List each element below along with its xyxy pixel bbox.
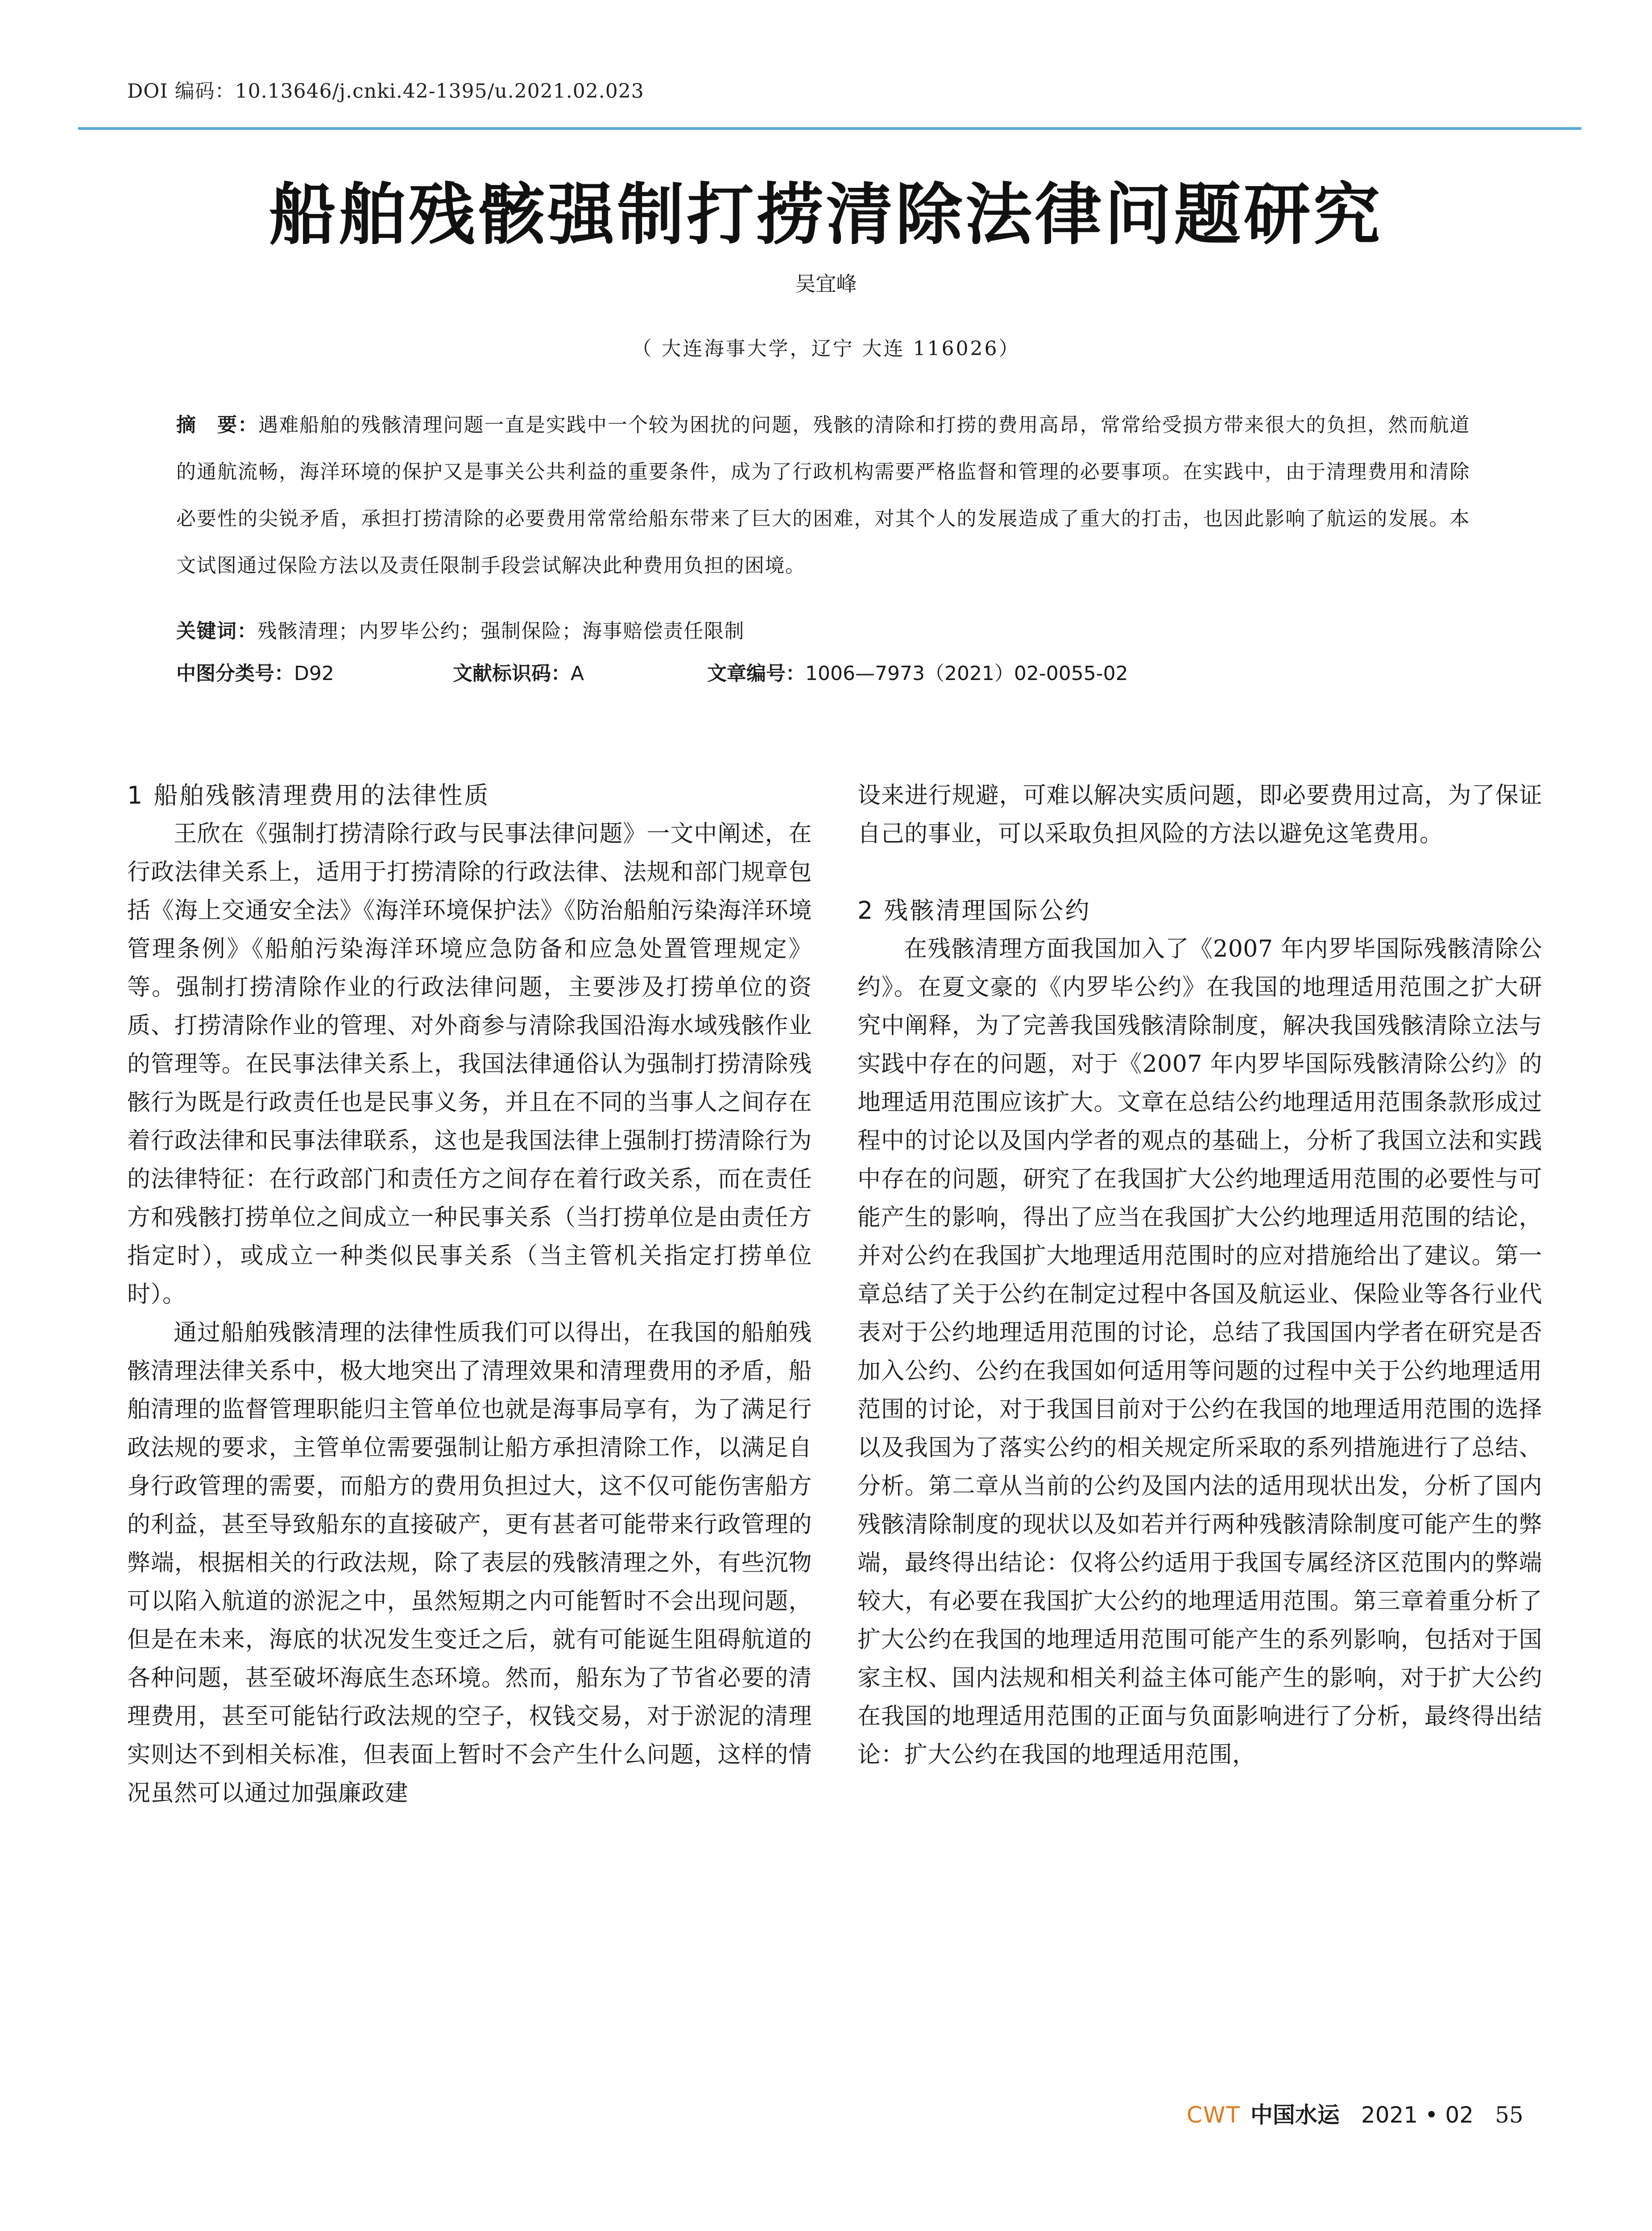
article-author: 吴宜峰 — [795, 272, 857, 296]
article-number — [707, 656, 1128, 692]
keywords — [176, 614, 1470, 649]
keywords-label: 关键词： — [176, 620, 257, 643]
article-title: 船舶残骸强制打捞清除法律问题研究 — [269, 175, 1383, 254]
section-2-heading: 2 残骸清理国际公约 — [857, 896, 1091, 925]
header-rule — [78, 127, 1582, 130]
article-number-label: 文章编号： — [707, 662, 805, 685]
section-1-paragraph-2: 通过船舶残骸清理的法律性质我们可以得出，在我国的船舶残骸清理法律关系中，极大地突出了清理效果和清理费用的矛盾，船舶清理的监督管理职能归主管单位也就是海事局享有，为了满足行政法规的要求，主管单位需要强制让船方承担清除工作，以满足自身行政管理的需要，而船方的费用负担过大，这不仅可能伤害船方的利益，甚至导致船东的直接破产，更有甚者可能带来行政管理的弊端，根据相关的行政法规，除了表层的残骸清理之外，有些沉物可以陷入航道的淤泥之中，虽然短期之内可能暂时不会出现问题，但是在未来，海底的状况发生变迁之后，就有可能诞生阻碍航道的各种问题，甚至破坏海底生态环境。然而，船东为了节省必要的清理费用，甚至可能钻行政法规的空子，权钱交易，对于淤泥的清理实则达不到相关标准，但表面上暂时不会产生什么问题，这样的情况虽然可以通过加强廉政建 — [127, 1319, 812, 1807]
section-1-paragraph-2-continued: 设来进行规避，可难以解决实质问题，即必要费用过高，为了保证自己的事业，可以采取负担风险的方法以避免这笔费用。 — [857, 782, 1542, 847]
author-affiliation: （ 大连海事大学，辽宁 大连 116026） — [632, 337, 1020, 360]
clc-value: D92 — [294, 662, 334, 685]
abstract — [176, 402, 1470, 589]
article-number-value: 1006—7973（2021）02-0055-02 — [805, 662, 1128, 685]
journal-name: 中国水运 — [1250, 2102, 1340, 2128]
section-1-heading: 1 船舶残骸清理费用的法律性质 — [127, 781, 490, 809]
section-gap — [857, 853, 1542, 892]
doc-code-label: 文献标识码： — [453, 662, 571, 685]
clc-label: 中图分类号： — [176, 662, 294, 685]
classification-row — [176, 656, 1470, 692]
keywords-text: 残骸清理；内罗毕公约；强制保险；海事赔偿责任限制 — [257, 620, 745, 643]
abstract-text: 遇难船舶的残骸清理问题一直是实践中一个较为困扰的问题，残骸的清除和打捞的费用高昂，常常给受损方带来很大的负担，然而航道的通航流畅，海洋环境的保护又是事关公共利益的重要条件，成为了行政机构需要严格监督和管理的必要事项。在实践中，由于清理费用和清除必要性的尖锐矛盾，承担打捞清除的必要费用常常给船东带来了巨大的困难，对其个人的发展造成了重大的打击，也因此影响了航运的发展。本文试图通过保险方法以及责任限制手段尝试解决此种费用负担的困境。 — [176, 414, 1470, 577]
section-1-paragraph-1: 王欣在《强制打捞清除行政与民事法律问题》一文中阐述，在行政法律关系上，适用于打捞清除的行政法律、法规和部门规章包括《海上交通安全法》《海洋环境保护法》《防治船舶污染海洋环境管理条例》《船舶污染海洋环境应急防备和应急处置管理规定》等。强制打捞清除作业的行政法律问题，主要涉及打捞单位的资质、打捞清除作业的管理、对外商参与清除我国沿海水域残骸作业的管理等。在民事法律关系上，我国法律通俗认为强制打捞清除残骸行为既是行政责任也是民事义务，并且在不同的当事人之间存在着行政法律和民事法律联系，这也是我国法律上强制打捞清除行为的法律特征：在行政部门和责任方之间存在着行政关系，而在责任方和残骸打捞单位之间成立一种民事关系（当打捞单位是由责任方指定时），或成立一种类似民事关系（当主管机关指定打捞单位时）。 — [127, 821, 812, 1308]
page-footer — [1187, 2097, 1524, 2133]
body-column-left — [127, 776, 812, 1812]
clc-number — [176, 656, 334, 692]
doi-line: DOI 编码：10.13646/j.cnki.42-1395/u.2021.02.023 — [127, 80, 644, 103]
document-code — [453, 656, 584, 692]
journal-issue: 2021 • 02 — [1361, 2102, 1474, 2128]
section-2-paragraph-1: 在残骸清理方面我国加入了《2007 年内罗毕国际残骸清除公约》。在夏文豪的《内罗毕公约》在我国的地理适用范围之扩大研究中阐释，为了完善我国残骸清除制度，解决我国残骸清除立法与实践中存在的问题，对于《2007 年内罗毕国际残骸清除公约》的地理适用范围应该扩大。文章在总结公约地理适用范围条款形成过程中的讨论以及国内学者的观点的基础上，分析了我国立法和实践中存在的问题，研究了在我国扩大公约地理适用范围的必要性与可能产生的影响，得出了应当在我国扩大公约地理适用范围的结论，并对公约在我国扩大地理适用范围时的应对措施给出了建议。第一章总结了关于公约在制定过程中各国及航运业、保险业等各行业代表对于公约地理适用范围的讨论，总结了我国国内学者在研究是否加入公约、公约在我国如何适用等问题的过程中关于公约地理适用范围的讨论，对于我国目前对于公约在我国的地理适用范围的选择以及我国为了落实公约的相关规定所采取的系列措施进行了总结、分析。第二章从当前的公约及国内法的适用现状出发，分析了国内残骸清除制度的现状以及如若并行两种残骸清除制度可能产生的弊端，最终得出结论：仅将公约适用于我国专属经济区范围内的弊端较大，有必要在我国扩大公约的地理适用范围。第三章着重分析了扩大公约在我国的地理适用范围可能产生的系列影响，包括对于国家主权、国内法规和相关利益主体可能产生的影响，对于扩大公约在我国的地理适用范围的正面与负面影响进行了分析，最终得出结论：扩大公约在我国的地理适用范围， — [857, 936, 1542, 1768]
body-column-right — [857, 776, 1542, 1774]
journal-brand-logo: CWT — [1187, 2102, 1241, 2128]
abstract-label: 摘 要： — [176, 414, 259, 436]
page-number: 55 — [1495, 2102, 1524, 2128]
doc-code-value: A — [571, 662, 584, 685]
